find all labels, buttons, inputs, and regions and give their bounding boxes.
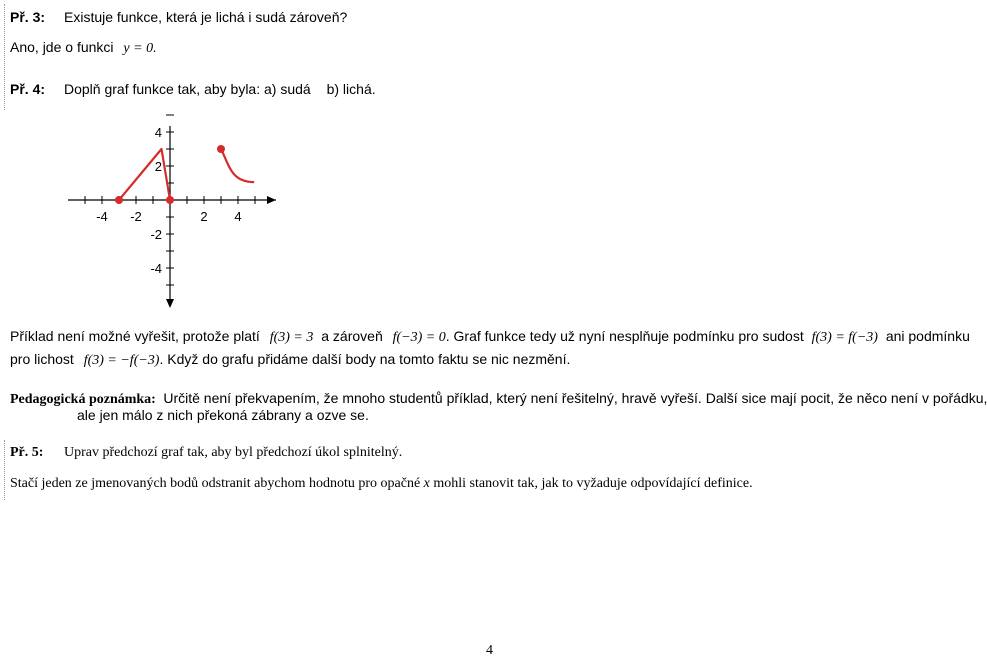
ex4-task-a: Doplň graf funkce tak, aby byla: a) sudá bbox=[64, 81, 311, 97]
para1-s3: . Graf funkce tedy už nyní nesplňuje podmínku pro sudost bbox=[445, 328, 804, 344]
y-tick-label: -2 bbox=[150, 227, 162, 242]
ex5-answer-x: x bbox=[423, 476, 430, 491]
para1-s4: ani podmínku bbox=[885, 328, 970, 344]
page-number: 4 bbox=[486, 643, 493, 658]
ex4-block bbox=[10, 80, 45, 98]
ex5-block bbox=[10, 444, 43, 462]
margin-dotted-line-bottom bbox=[4, 440, 5, 500]
graph-curves bbox=[115, 145, 253, 204]
ex4-label: Př. 4: bbox=[10, 81, 46, 97]
x-tick-label: 4 bbox=[234, 209, 242, 224]
y-tick-label: 4 bbox=[154, 125, 162, 140]
para1-s6: . Když do grafu přidáme další body na tomto faktu se nic nezmění. bbox=[159, 351, 571, 367]
filled-point bbox=[115, 196, 123, 204]
y-tick-label: 2 bbox=[154, 159, 162, 174]
para1-line2 bbox=[10, 350, 570, 370]
ex3-question: Existuje funkce, která je lichá i sudá zároveň? bbox=[64, 9, 348, 25]
note-line1-text: Určitě není překvapením, že mnoho studentů příklad, který není řešitelný, hravě vyřeší. Další sice mají pocit, že něco není v pořádku, bbox=[163, 390, 987, 406]
note-line2: ale jen málo z nich překoná zábrany a ozve se. bbox=[77, 407, 369, 423]
para1-s5: pro lichost bbox=[10, 351, 74, 367]
function-graph bbox=[62, 118, 282, 310]
ex5-label: Př. 5: bbox=[10, 445, 44, 460]
curve-series-2 bbox=[221, 149, 253, 182]
ex4-task-b: b) lichá. bbox=[326, 81, 376, 97]
para1-m4: f(3) = −f(−3) bbox=[83, 353, 160, 368]
filled-point bbox=[217, 145, 225, 153]
para1-m1: f(3) = 3 bbox=[269, 330, 314, 345]
ex5-answer bbox=[10, 475, 753, 493]
ex5-answer-pre: Stačí jeden ze jmenovaných bodů odstranit abychom hodnotu pro opačné bbox=[10, 476, 421, 491]
ex3-answer-math: y = 0. bbox=[123, 41, 157, 56]
para1-m2: f(−3) = 0 bbox=[392, 330, 446, 345]
note-label: Pedagogická poznámka: bbox=[10, 392, 156, 407]
filled-point bbox=[166, 196, 174, 204]
curve-series-1 bbox=[119, 149, 170, 200]
x-axis-arrow bbox=[267, 196, 276, 204]
para1-s2: a zároveň bbox=[321, 328, 383, 344]
ex5-answer-post: mohli stanovit tak, jak to vyžaduje odpovídající definice. bbox=[433, 476, 753, 491]
ex5-task: Uprav předchozí graf tak, aby byl předchozí úkol splnitelný. bbox=[64, 445, 403, 460]
para1-m3: f(3) = f(−3) bbox=[811, 330, 878, 345]
y-tick-label: -4 bbox=[150, 261, 162, 276]
para1-s1: Příklad není možné vyřešit, protože platí bbox=[10, 328, 260, 344]
x-tick-label: -4 bbox=[96, 209, 108, 224]
y-axis-arrow bbox=[166, 299, 174, 308]
ex3-answer-prefix: Ano, jde o funkci bbox=[10, 39, 114, 55]
ex3-answer bbox=[10, 38, 157, 58]
x-tick-label: -2 bbox=[130, 209, 142, 224]
ex3-block bbox=[10, 8, 45, 26]
x-tick-label: 2 bbox=[200, 209, 208, 224]
para1-line1 bbox=[10, 327, 970, 347]
margin-dotted-line-top bbox=[4, 4, 5, 110]
ex3-label: Př. 3: bbox=[10, 9, 46, 25]
ex4-task bbox=[64, 80, 376, 98]
